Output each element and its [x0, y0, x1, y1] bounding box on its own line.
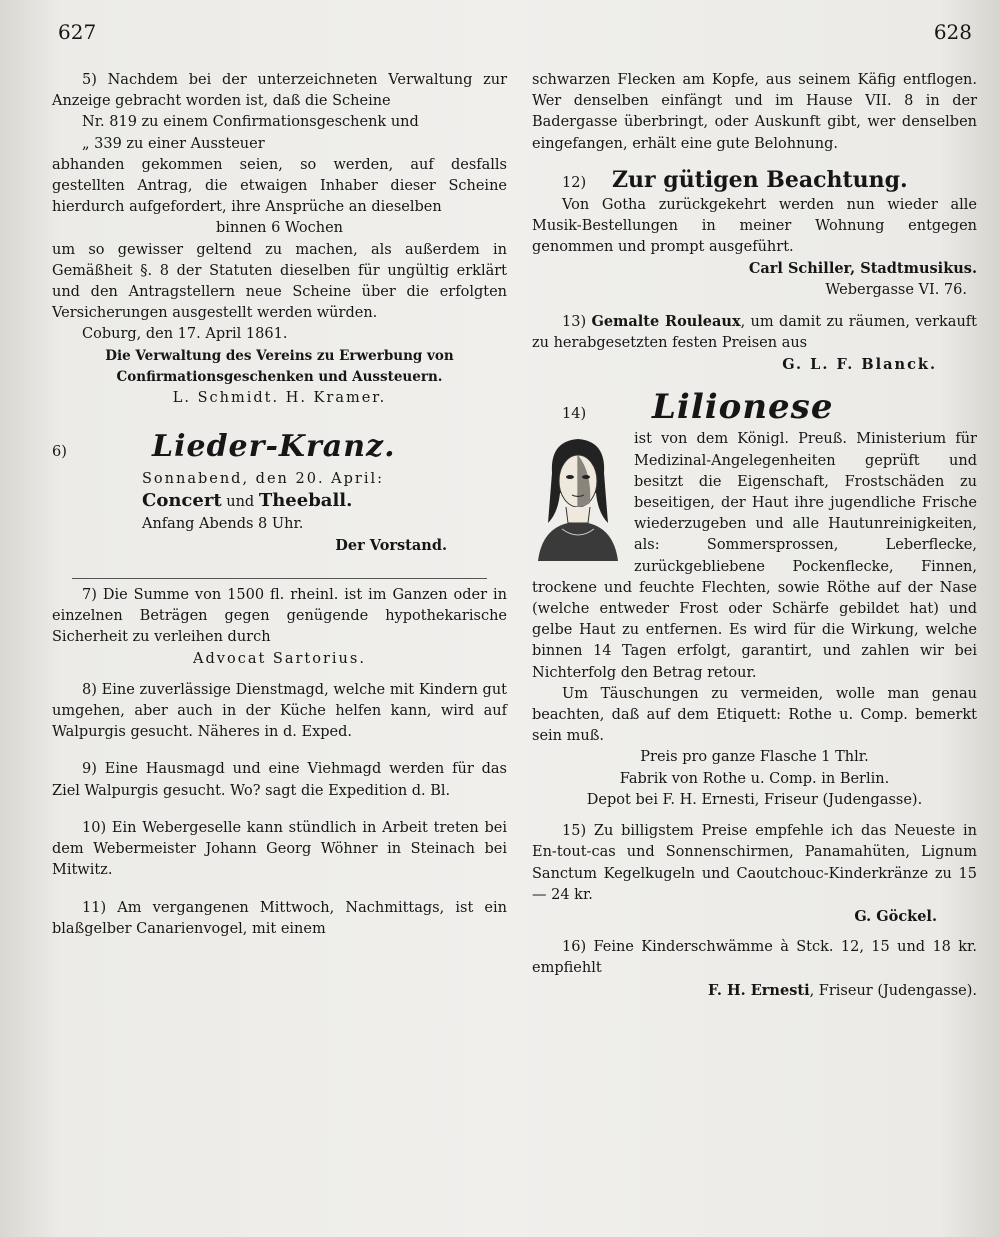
page-number-right: 628 [933, 20, 972, 44]
ad-6-line2 [142, 490, 507, 513]
ad-13-body: , um damit zu räumen, verkauft zu herabgesetzten festen Preisen aus [532, 313, 977, 352]
ad-16-sign-rest: , Friseur (Judengasse). [809, 982, 977, 999]
ad-6-title: Lieder-Kranz. [152, 429, 396, 465]
page-number-left: 627 [58, 20, 97, 44]
ad-14-warn: Um Täuschungen zu vermeiden, wolle man genau beachten, daß auf dem Etiquett: Rothe u. Comp. bemerkt sein muß. [532, 685, 977, 745]
ad-9-text: 9) Eine Hausmagd und eine Viehmagd werden für das Ziel Walpurgis gesucht. Wo? sagt die Expedition d. Bl. [52, 761, 507, 799]
ad-6-sign: Der Vorstand. [335, 536, 447, 554]
ad-15-sign: G. Göckel. [854, 907, 937, 925]
ad-5-line1: Nr. 819 zu einem Confirmationsgeschenk und [82, 114, 419, 131]
ad-5-signers: L. Schmidt. H. Kramer. [172, 390, 387, 407]
ad-5-body2: um so gewisser geltend zu machen, als außerdem in Gemäßheit §. 8 der Statuten dieselben für ungültig erklärt und den Antragstellern neue Scheine über die erfolgten Versicherungen ausgestellt werden würden. [52, 241, 507, 322]
ad-15-text: 15) Zu billigstem Preise empfehle ich das Neueste in En-tout-cas und Sonnenschirmen, Panamahüten, Lignum Sanctum Kegelkugeln und Caoutchouc-Kinderkränze zu 15 — 24 kr. [532, 823, 977, 903]
ad-13-text [532, 311, 977, 354]
ad-13-title: Gemalte Rouleaux [591, 312, 741, 330]
ad-6-und: und [226, 494, 255, 511]
ad-16-text: 16) Feine Kinderschwämme à Stck. 12, 15 und 18 kr. empfiehlt [532, 939, 977, 977]
ad-12-text: Von Gotha zurückgekehrt werden nun wieder alle Musik-Bestellungen in meiner Wohnung entgegen genommen und prompt ausgeführt. [532, 196, 977, 256]
ad-5-body: abhanden gekommen seien, so werden, auf desfalls gestellten Antrag, die etwaigen Inhaber dieser Scheine hierdurch aufgefordert, ihre Ansprüche an dieselben [52, 156, 507, 216]
ad-14-header [532, 385, 977, 429]
ad-6-line1: Sonnabend, den 20. April: [142, 471, 385, 488]
ad-12-number: 12) [562, 174, 587, 191]
ad-12-sign: Carl Schiller, Stadtmusikus. [748, 260, 977, 278]
ad-8-text: 8) Eine zuverlässige Dienstmagd, welche mit Kindern gut umgehen, aber auch in der Küche helfen kann, wird auf Walpurgis gesucht. Näheres in d. Exped. [52, 681, 507, 741]
ad-16-sign [532, 980, 977, 1002]
ad-6-number: 6) [52, 444, 67, 461]
ad-6-concert: Concert [142, 490, 222, 512]
ad-14-depot: Depot bei F. H. Ernesti, Friseur (Judengasse). [586, 791, 923, 808]
ad-5-deadline: binnen 6 Wochen [216, 220, 343, 237]
ad-6-header [52, 425, 507, 469]
ad-14-price: Preis pro ganze Flasche 1 Thlr. [640, 749, 869, 766]
ad-6-theeball: Theeball. [258, 490, 353, 512]
right-column [532, 70, 977, 1002]
ad-14-title: Lilionese [652, 387, 834, 428]
divider [72, 578, 487, 579]
ad-14-body [532, 429, 977, 683]
left-column [52, 70, 507, 940]
ad-12-title: Zur gütigen Beachtung. [612, 166, 908, 193]
ad-13-number: 13) [562, 313, 587, 330]
ad-7-text: 7) Die Summe von 1500 fl. rheinl. ist im Ganzen oder in einzelnen Beträgen gegen genügende hypothekarische Sicherheit zu verleihen durch [52, 587, 507, 646]
ad-11-text: 11) Am vergangenen Mittwoch, Nachmittags, ist ein blaßgelber Canarienvogel, mit einem [52, 899, 507, 937]
ad-7-sign: Advocat Sartorius. [193, 650, 366, 667]
ad-14-fabrik: Fabrik von Rothe u. Comp. in Berlin. [619, 770, 890, 787]
ad-10-text: 10) Ein Webergeselle kann stündlich in Arbeit treten bei dem Webermeister Johann Georg Wöhner in Steinach bei Mitwitz. [52, 819, 507, 879]
ad-11-continued: schwarzen Flecken am Kopfe, aus seinem Käfig entflogen. Wer denselben einfängt und im Hause VII. 8 in der Badergasse überbringt, oder Auskunft gibt, wer denselben eingefangen, erhält eine gute Belohnung. [532, 72, 977, 152]
ad-5-date: Coburg, den 17. April 1861. [82, 326, 288, 343]
ad-6-line3: Anfang Abends 8 Uhr. [142, 515, 304, 532]
woman-portrait-icon [532, 433, 624, 561]
ad-5-intro: 5) Nachdem bei der unterzeichneten Verwaltung zur Anzeige gebracht worden ist, daß die Scheine [52, 72, 507, 110]
ad-14-number: 14) [562, 406, 587, 423]
ad-12-header [532, 165, 977, 195]
ad-5-line2: „ 339 zu einer Aussteuer [82, 135, 265, 152]
ad-13-sign: G. L. F. Blanck. [782, 356, 937, 374]
ad-12-addr: Webergasse VI. 76. [825, 281, 967, 298]
ad-14-text: ist von dem Königl. Preuß. Ministerium für Medizinal-Angelegenheiten geprüft und besitzt die Eigenschaft, Frostschäden zu beseitigen, der Haut ihre jugendliche Frische wiederzugeben und alle Hautunreinigkeiten, als: Sommersprossen, Leberflecke, zurückgebliebene Pockenflecke, Finnen, trockene und feuchte Flechten, sowie Röthe auf der Nase (welche entweder Frost oder Schärfe gebildet hat) und gelbe Haut zu entfernen. Es wird für die Wirkung, welche binnen 14 Tagen erfolgt, garantirt, und zahlen wir bei Nichterfolg den Betrag retour. [532, 431, 977, 681]
ad-16-sign-name: F. H. Ernesti [708, 981, 810, 999]
ad-5-org: Die Verwaltung des Vereins zu Erwerbung von Confirmationsgeschenken und Aussteuern. [105, 347, 454, 385]
